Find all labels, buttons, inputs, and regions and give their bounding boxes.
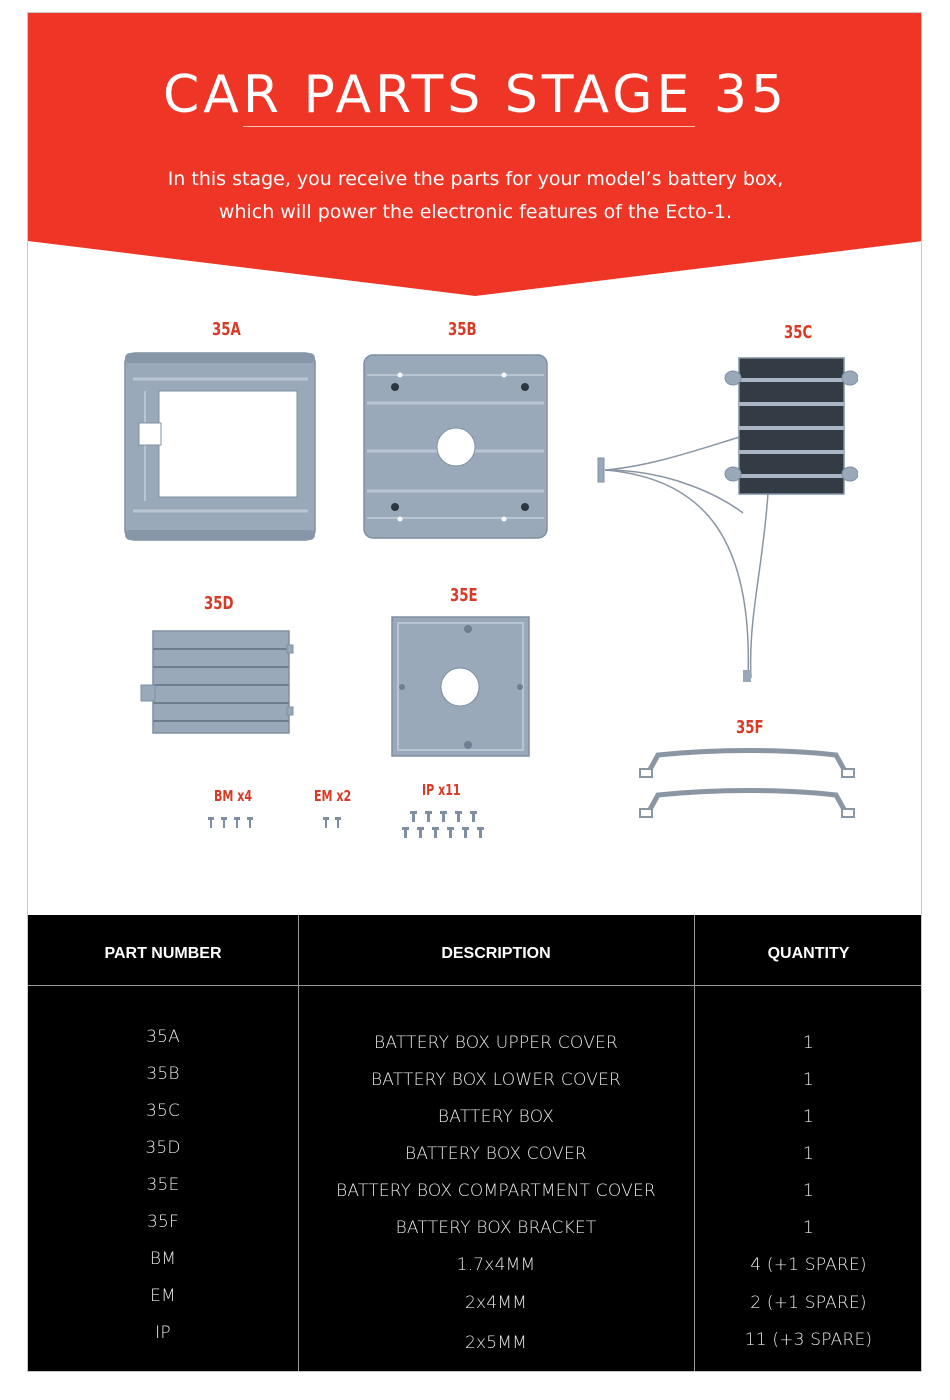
part-35b-illustration: [362, 353, 550, 541]
part-label-35c: 35C: [784, 322, 813, 343]
quantity-cell: 4 (+1 SPARE): [750, 1255, 867, 1275]
header-description: DESCRIPTION: [441, 945, 551, 962]
description-cell: 2x4MM: [464, 1293, 528, 1313]
part-number-cell: 35F: [146, 1212, 179, 1232]
header-banner: [28, 13, 922, 303]
page-frame: [27, 12, 922, 1372]
bm-screws-illustration: [206, 815, 256, 835]
part-35e-illustration: [390, 615, 532, 759]
quantity-cell: 1: [802, 1107, 815, 1127]
part-number-cell: 35C: [145, 1101, 181, 1121]
part-number-cell: 35E: [146, 1175, 180, 1195]
ip-screws-illustration: [400, 809, 486, 843]
title-divider: [243, 126, 695, 127]
quantity-cell: 11 (+3 SPARE): [744, 1330, 873, 1350]
description-cell: BATTERY BOX COVER: [405, 1144, 587, 1164]
quantity-cell: 1: [802, 1218, 815, 1238]
part-number-cell: EM: [150, 1286, 176, 1306]
header-divider: [28, 985, 922, 986]
quantity-cell: 2 (+1 SPARE): [750, 1293, 867, 1313]
part-label-ip: IP x11: [422, 781, 461, 799]
intro-line-1: In this stage, you receive the parts for your model’s battery box,: [167, 168, 784, 190]
part-number-cell: BM: [149, 1249, 177, 1269]
quantity-cell: 1: [802, 1070, 815, 1090]
part-35c-illustration: [583, 348, 858, 688]
description-cell: 1.7x4MM: [456, 1255, 536, 1275]
part-number-cell: 35A: [146, 1027, 180, 1047]
part-label-35e: 35E: [450, 585, 478, 606]
intro-line-2: which will power the electronic features of the Ecto-1.: [218, 201, 733, 223]
part-35f-illustration: [636, 743, 866, 823]
page-title: CAR PARTS STAGE 35: [162, 65, 789, 125]
part-number-cell: 35B: [146, 1064, 180, 1084]
quantity-cell: 1: [802, 1033, 815, 1053]
description-cell: BATTERY BOX BRACKET: [395, 1218, 597, 1238]
quantity-cell: 1: [802, 1181, 815, 1201]
part-number-cell: 35D: [145, 1138, 181, 1158]
description-cell: BATTERY BOX LOWER COVER: [370, 1070, 622, 1090]
header-quantity: QUANTITY: [767, 945, 850, 962]
intro-text: [88, 163, 863, 229]
quantity-cell: 1: [802, 1144, 815, 1164]
parts-table: [28, 915, 922, 1372]
part-label-bm: BM x4: [214, 787, 253, 805]
header-part-number: PART NUMBER: [104, 945, 222, 962]
part-label-em: EM x2: [314, 787, 352, 805]
em-screws-illustration: [321, 815, 345, 835]
description-cell: BATTERY BOX COMPARTMENT COVER: [336, 1181, 656, 1201]
part-35d-illustration: [133, 627, 298, 737]
part-label-35f: 35F: [736, 717, 764, 738]
part-label-35b: 35B: [448, 319, 477, 340]
part-number-cell: IP: [155, 1323, 171, 1343]
part-35a-illustration: [123, 351, 318, 543]
description-cell: 2x5MM: [464, 1333, 528, 1353]
part-label-35a: 35A: [212, 319, 241, 340]
part-label-35d: 35D: [204, 593, 234, 614]
description-cell: BATTERY BOX: [437, 1107, 555, 1127]
description-cell: BATTERY BOX UPPER COVER: [374, 1033, 618, 1053]
